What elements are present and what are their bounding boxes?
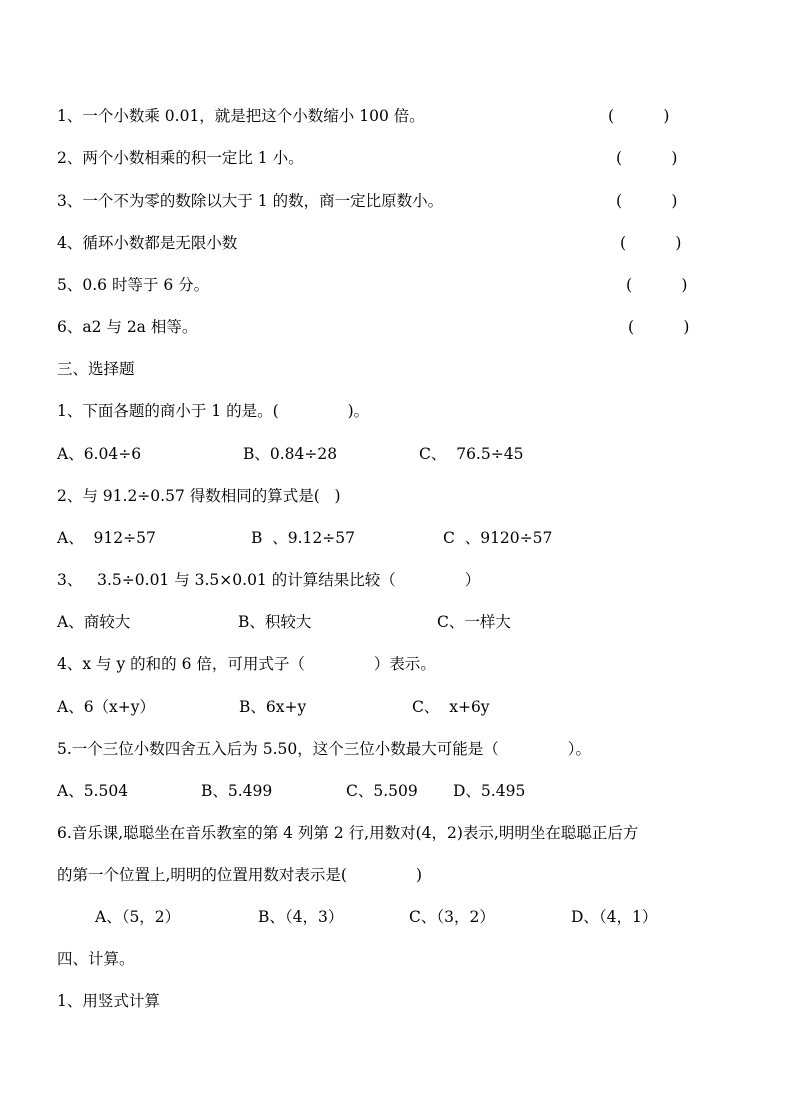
choice-question-6-line-1: 6.音乐课,聪聪坐在音乐教室的第 4 列第 2 行,用数对(4，2)表示,明明坐在聪聪正后方: [57, 824, 639, 842]
choice-q6-option-c: C、（3，2）: [409, 908, 495, 926]
choice-question-5: 5.一个三位小数四舍五入后为 5.50，这个三位小数最大可能是（ ）。: [57, 740, 591, 758]
choice-q1-option-a: A、6.04÷6: [57, 445, 142, 463]
choice-q1-option-c: C、 76.5÷45: [419, 445, 524, 463]
judge-item-4: 4、循环小数都是无限小数: [57, 234, 238, 252]
choice-q3-option-c: C、一样大: [437, 613, 511, 631]
judge-item-4-answer-parens: ( ): [620, 234, 682, 252]
judge-item-2-answer-parens: ( ): [616, 149, 678, 167]
judge-item-5: 5、0.6 时等于 6 分。: [57, 276, 210, 294]
judge-item-6-answer-parens: ( ): [628, 318, 690, 336]
choice-q5-option-c: C、5.509: [346, 782, 418, 800]
choice-q6-option-a: A、（5，2）: [95, 908, 181, 926]
choice-q5-option-b: B、5.499: [201, 782, 273, 800]
judge-item-1: 1、一个小数乘 0.01，就是把这个小数缩小 100 倍。: [57, 107, 425, 125]
choice-question-4: 4、x 与 y 的和的 6 倍，可用式子（ ）表示。: [57, 655, 436, 673]
choice-q4-option-c: C、 x+6y: [412, 698, 490, 716]
choice-q3-option-a: A、商较大: [57, 613, 131, 631]
calc-sub-item-1: 1、用竖式计算: [57, 992, 160, 1010]
choice-q6-option-b: B、（4，3）: [258, 908, 344, 926]
judge-item-3: 3、一个不为零的数除以大于 1 的数，商一定比原数小。: [57, 192, 444, 210]
choice-question-1: 1、下面各题的商小于 1 的是。( )。: [57, 402, 370, 420]
judge-item-6: 6、a2 与 2a 相等。: [57, 318, 198, 336]
judge-item-5-answer-parens: ( ): [626, 276, 688, 294]
choice-q6-option-d: D、（4，1）: [571, 908, 658, 926]
judge-item-2: 2、两个小数相乘的积一定比 1 小。: [57, 149, 304, 167]
choice-question-2: 2、与 91.2÷0.57 得数相同的算式是( ): [57, 487, 341, 505]
choice-q5-option-d: D、5.495: [453, 782, 526, 800]
choice-q3-option-b: B、积较大: [238, 613, 312, 631]
judge-item-3-answer-parens: ( ): [616, 192, 678, 210]
choice-q5-option-a: A、5.504: [57, 782, 129, 800]
choice-question-6-line-2: 的第一个位置上,明明的位置用数对表示是( ): [57, 866, 423, 884]
choice-q2-option-a: A、 912÷57: [57, 529, 156, 547]
choice-question-3: 3、 3.5÷0.01 与 3.5×0.01 的计算结果比较（ ）: [57, 571, 481, 589]
section-heading-calc: 四、计算。: [57, 950, 135, 968]
choice-q1-option-b: B、0.84÷28: [243, 445, 338, 463]
choice-q2-option-c: C 、9120÷57: [443, 529, 553, 547]
choice-q2-option-b: B 、9.12÷57: [251, 529, 355, 547]
section-heading-choice: 三、选择题: [57, 360, 135, 378]
choice-q4-option-b: B、6x+y: [239, 698, 307, 716]
choice-q4-option-a: A、6（x+y）: [57, 698, 156, 716]
judge-item-1-answer-parens: ( ): [608, 107, 670, 125]
